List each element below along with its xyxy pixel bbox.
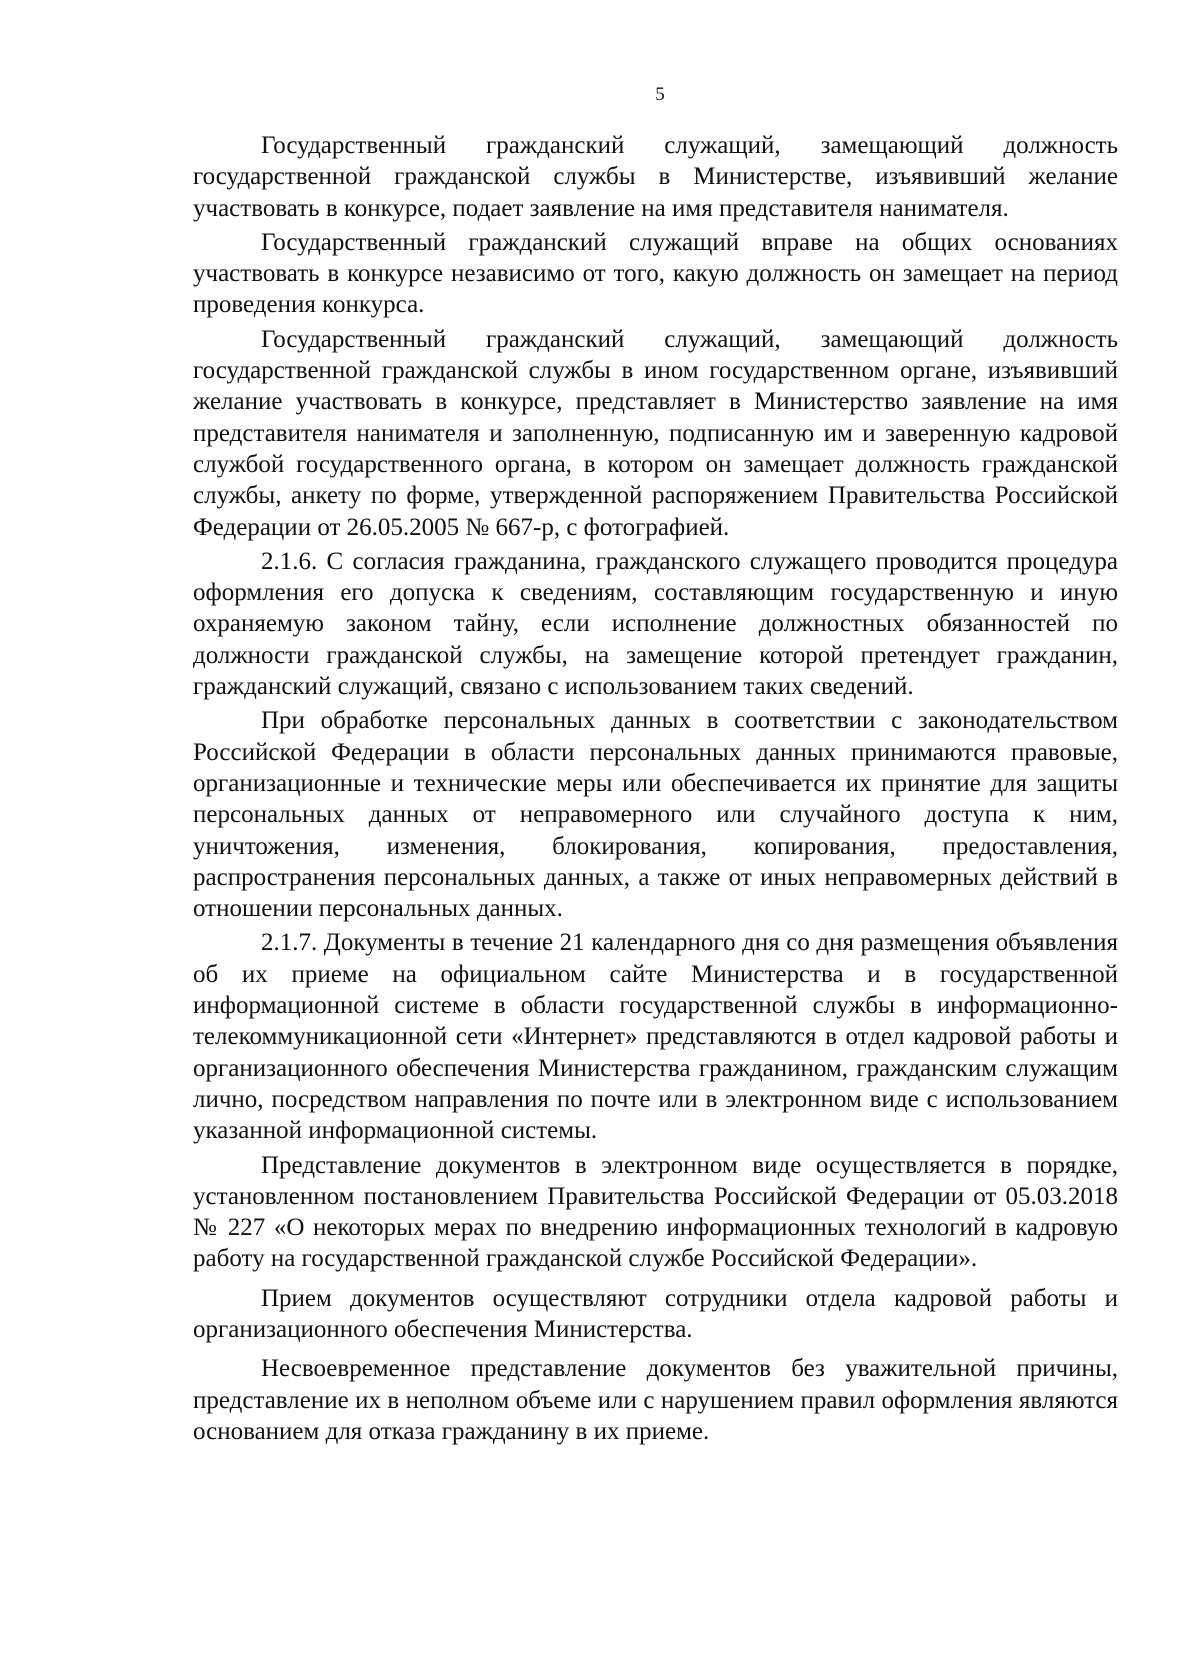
paragraph-8: Прием документов осуществляют сотрудники отдела кадровой работы и организационного обеспечения Министерства. (193, 1284, 1118, 1343)
paragraph-3: Государственный гражданский служащий, замещающий должность государственной гражданской службы в ином государственном органе, изъявивший желание участвовать в конкурсе, представляет в Министерство заявление на имя представителя нанимателя и заполненную, подписанную им и заверенную кадровой службой государственного органа, в котором он замещает должность гражданской службы, анкету по форме, утвержденной распоряжением Правительства Российской Федерации от 26.05.2005 № 667-р, с фотографией. (193, 325, 1118, 541)
paragraph-4-section-2-1-6: 2.1.6. С согласия гражданина, гражданского служащего проводится процедура оформления его допуска к сведениям, составляющим государственную и иную охраняемую законом тайну, если исполнение должностных обязанностей по должности гражданской службы, на замещение которой претендует гражданин, гражданский служащий, связано с использованием таких сведений. (193, 547, 1118, 701)
paragraph-2: Государственный гражданский служащий вправе на общих основаниях участвовать в конкурсе независимо от того, какую должность он замещает на период проведения конкурса. (193, 228, 1118, 319)
document-body (193, 130, 1118, 1447)
paragraph-6-section-2-1-7: 2.1.7. Документы в течение 21 календарного дня со дня размещения объявления об их приеме на официальном сайте Министерства и в государственной информационной системе в области государственной службы в информационно-телекоммуникационной сети «Интернет» представляются в отдел кадровой работы и организационного обеспечения Министерства гражданином, гражданским служащим лично, посредством направления по почте или в электронном виде с использованием указанной информационной системы. (193, 929, 1118, 1145)
paragraph-7: Представление документов в электронном виде осуществляется в порядке, установленном постановлением Правительства Российской Федерации от 05.03.2018 № 227 «О некоторых мерах по внедрению информационных технологий в кадровую работу на государственной гражданской службе Российской Федерации». (193, 1151, 1118, 1273)
paragraph-1: Государственный гражданский служащий, замещающий должность государственной гражданской службы в Министерстве, изъявивший желание участвовать в конкурсе, подает заявление на имя представителя нанимателя. (193, 132, 1118, 222)
page-number: 5 (655, 84, 665, 105)
paragraph-9: Несвоевременное представление документов без уважительной причины, представление их в неполном объеме или с нарушением правил оформления являются основанием для отказа гражданину в их приеме. (193, 1355, 1118, 1445)
paragraph-5: При обработке персональных данных в соответствии с законодательством Российской Федерации в области персональных данных принимаются правовые, организационные и технические меры или обеспечивается их принятие для защиты персональных данных от неправомерного или случайного доступа к ним, уничтожения, изменения, блокирования, копирования, предоставления, распространения персональных данных, а также от иных неправомерных действий в отношении персональных данных. (193, 707, 1118, 923)
